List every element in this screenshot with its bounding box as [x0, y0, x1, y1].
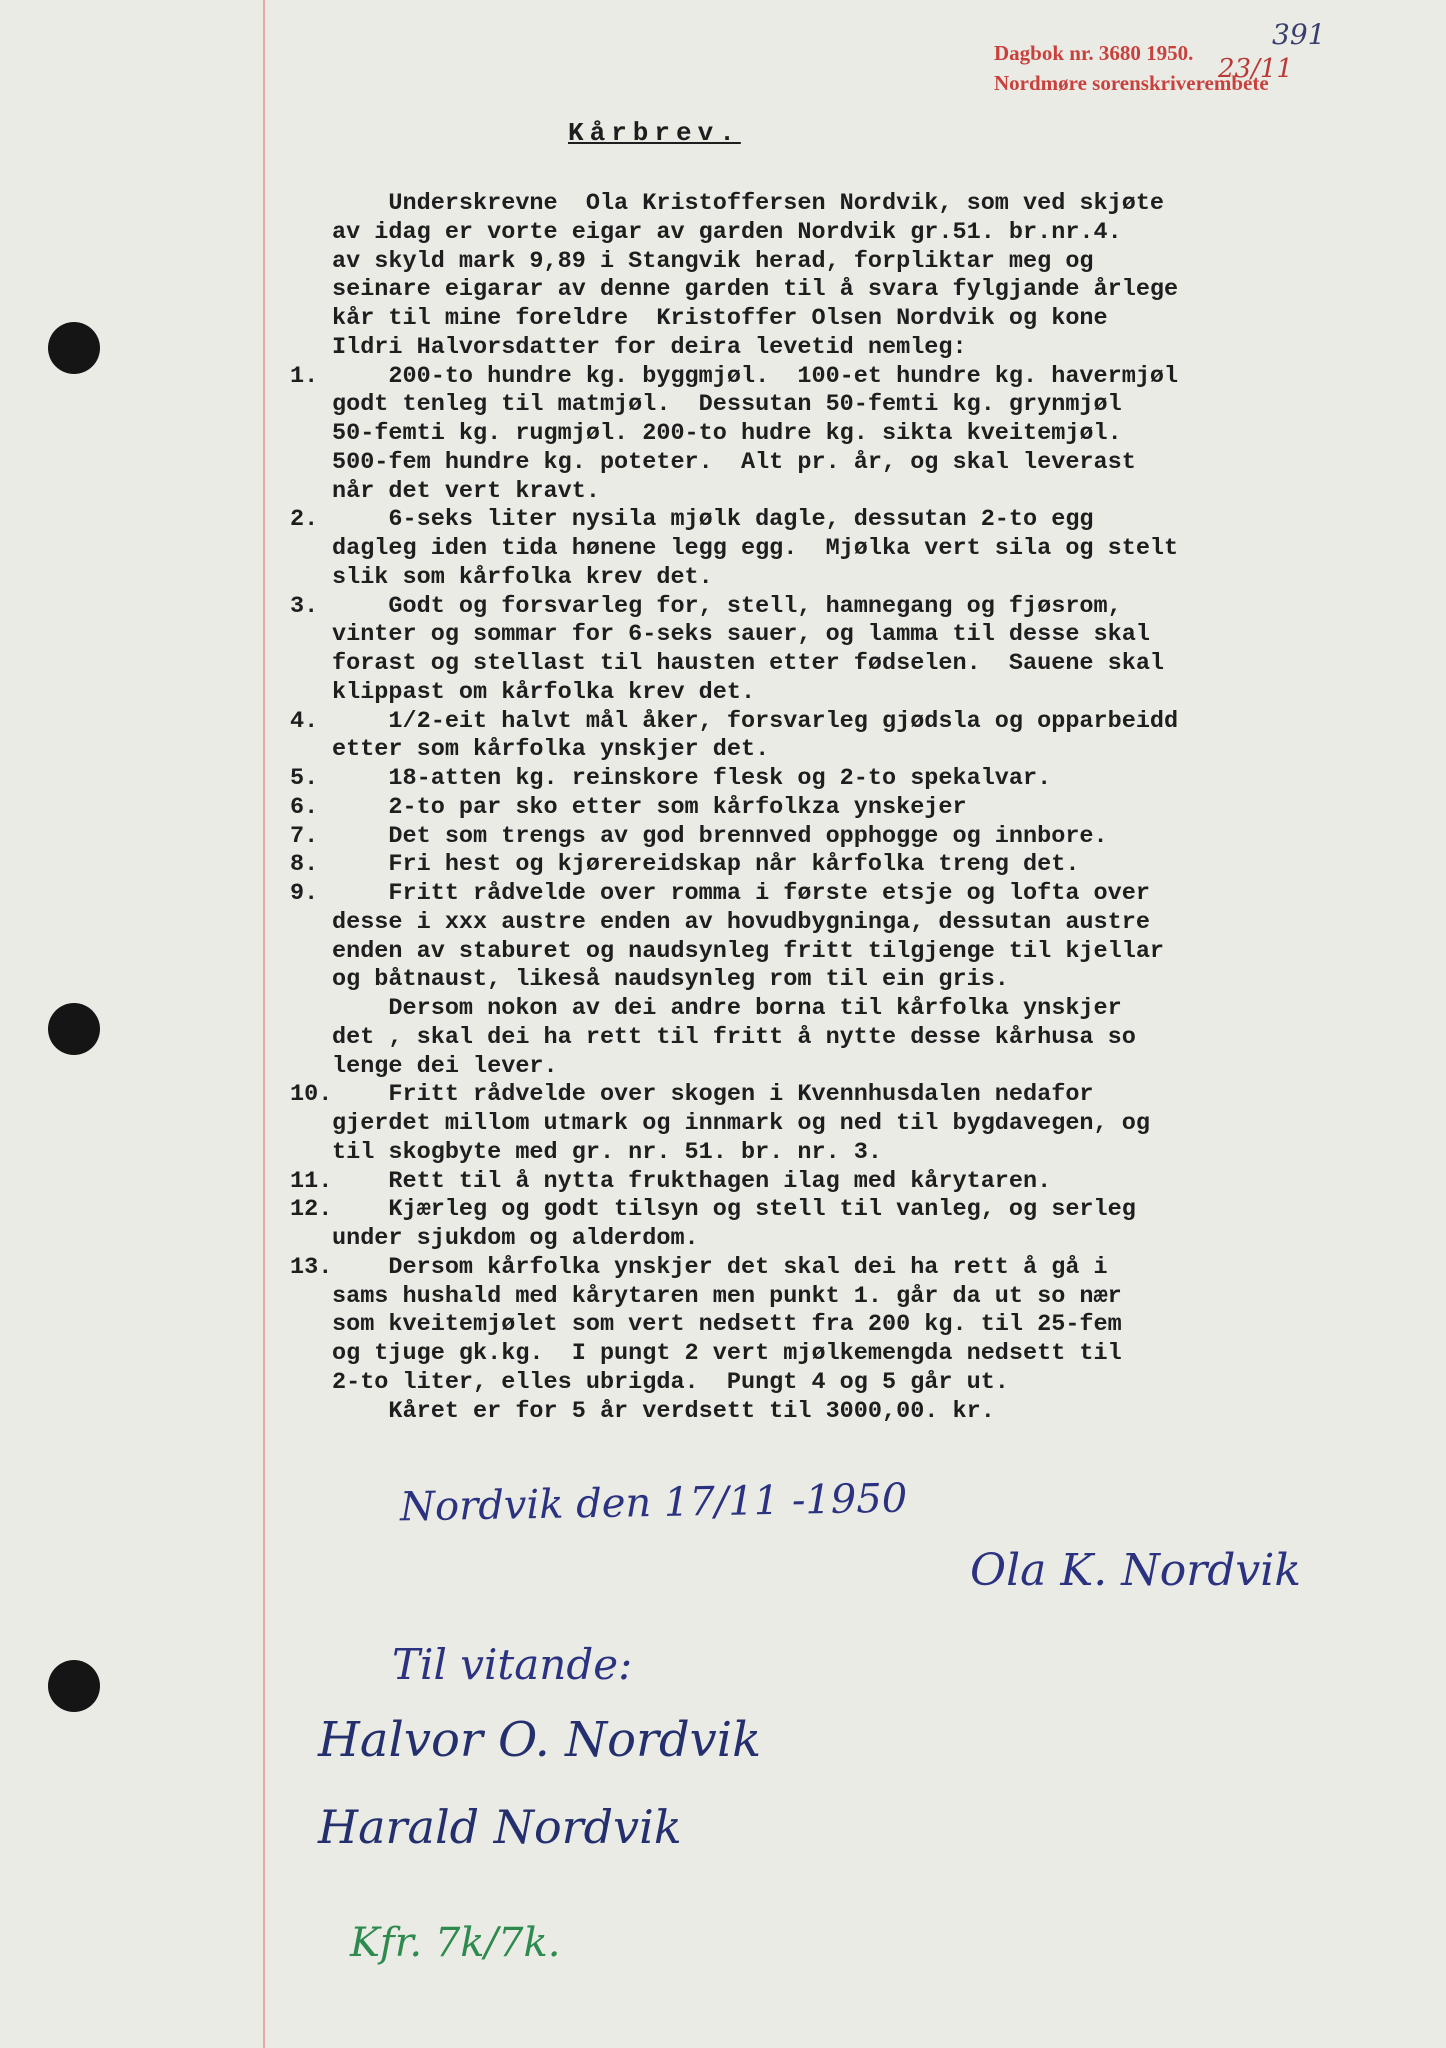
text-line	[290, 535, 1420, 564]
line-text: 18-atten kg. reinskore flesk og 2-to spekalvar.	[332, 765, 1052, 792]
witness-signature-2: Harald Nordvik	[318, 1800, 682, 1854]
line-text: når det vert kravt.	[332, 477, 600, 505]
text-line	[290, 506, 1420, 535]
stamp-journal-number: Dagbok nr. 3680 1950.	[994, 41, 1194, 65]
text-line	[290, 420, 1420, 449]
item-number: 12.	[290, 1196, 333, 1224]
document-body	[290, 190, 1420, 1426]
item-number: 2.	[290, 506, 319, 534]
text-line	[290, 1283, 1420, 1312]
text-line	[290, 823, 1420, 852]
line-text: Underskrevne Ola Kristoffersen Nordvik, som ved skjøte	[332, 190, 1165, 217]
line-text: gjerdet millom utmark og innmark og ned til bygdavegen, og	[332, 1110, 1150, 1137]
line-text: Kåret er for 5 år verdsett til 3000,00. kr.	[332, 1397, 995, 1425]
line-text: Godt og forsvarleg for, stell, hamnegang og fjøsrom,	[332, 592, 1122, 620]
line-text: og båtnaust, likeså naudsynleg rom til ein gris.	[332, 966, 1009, 994]
document-title: Kårbrev.	[568, 118, 741, 148]
line-text: vinter og sommar for 6-seks sauer, og lamma til desse skal	[332, 621, 1150, 649]
margin-rule	[263, 0, 265, 2048]
line-text: dagleg iden tida hønene legg egg. Mjølka vert sila og stelt	[332, 535, 1179, 562]
line-text: klippast om kårfolka krev det.	[332, 678, 756, 706]
stamp-office: Nordmøre sorenskriverembete	[994, 71, 1269, 95]
witness-heading: Til vitande:	[392, 1640, 633, 1689]
text-line	[290, 334, 1420, 363]
text-line	[290, 938, 1420, 967]
line-text: Rett til å nytta frukthagen ilag med kårytaren.	[332, 1167, 1052, 1195]
line-text: slik som kårfolka krev det.	[332, 563, 713, 591]
folio-number: 391	[1272, 18, 1326, 51]
stamp-date-block	[1218, 54, 1293, 84]
item-number: 10.	[290, 1081, 333, 1109]
text-line	[290, 1139, 1420, 1168]
line-text: godt tenleg til matmjøl. Dessutan 50-femti kg. grynmjøl	[332, 391, 1122, 419]
item-number: 7.	[290, 822, 319, 850]
line-text: sams hushald med kårytaren men punkt 1. går da ut so nær	[332, 1282, 1122, 1310]
text-line	[290, 1225, 1420, 1254]
text-line	[290, 1024, 1420, 1053]
line-text: Fri hest og kjørereidskap når kårfolka treng det.	[332, 851, 1080, 879]
line-text: 6-seks liter nysila mjølk dagle, dessutan 2-to egg	[332, 506, 1094, 534]
text-line	[290, 248, 1420, 277]
text-line	[290, 391, 1420, 420]
text-line	[290, 1398, 1420, 1427]
text-line	[290, 1196, 1420, 1225]
line-text: Dersom kårfolka ynskjer det skal dei ha rett å gå i	[332, 1253, 1108, 1281]
text-line	[290, 1168, 1420, 1197]
line-text: Dersom nokon av dei andre borna til kårfolka ynskjer	[332, 995, 1122, 1022]
text-line	[290, 851, 1420, 880]
item-number: 11.	[290, 1167, 333, 1195]
stamp-handwritten-date: 23/11	[1218, 54, 1293, 84]
witness-signature-1: Halvor O. Nordvik	[318, 1712, 762, 1768]
line-text: som kveitemjølet som vert nedsett fra 200 kg. til 25-fem	[332, 1311, 1122, 1339]
line-text: 2-to liter, elles ubrigda. Pungt 4 og 5 går ut.	[332, 1368, 1009, 1396]
item-number: 13.	[290, 1253, 333, 1281]
text-line	[290, 679, 1420, 708]
line-text: Kjærleg og godt tilsyn og stell til vanleg, og serleg	[332, 1196, 1136, 1224]
line-text: 1/2-eit halvt mål åker, forsvarleg gjødsla og opparbeidd	[332, 707, 1179, 735]
line-text: Ildri Halvorsdatter for deira levetid nemleg:	[332, 333, 967, 361]
item-number: 3.	[290, 592, 319, 620]
text-line	[290, 909, 1420, 938]
text-line	[290, 190, 1420, 219]
signature: Ola K. Nordvik	[970, 1545, 1301, 1596]
text-line	[290, 1110, 1420, 1139]
item-number: 5.	[290, 765, 319, 792]
punch-hole	[48, 1003, 100, 1055]
text-line	[290, 966, 1420, 995]
text-line	[290, 995, 1420, 1024]
text-line	[290, 1311, 1420, 1340]
text-line	[290, 765, 1420, 794]
line-text: Fritt rådvelde over skogen i Kvennhusdalen nedafor	[332, 1081, 1094, 1109]
text-line	[290, 564, 1420, 593]
line-text: Det som trengs av god brennved opphogge og innbore.	[332, 822, 1108, 850]
text-line	[290, 1340, 1420, 1369]
text-line	[290, 219, 1420, 248]
reference-note: Kfr. 7k/7k.	[350, 1920, 561, 1966]
line-text: 2-to par sko etter som kårfolkza ynskejer	[332, 793, 967, 821]
text-line	[290, 305, 1420, 334]
line-text: av skyld mark 9,89 i Stangvik herad, forpliktar meg og	[332, 247, 1094, 275]
line-text: desse i xxx austre enden av hovudbygninga, dessutan austre	[332, 908, 1150, 936]
text-line	[290, 880, 1420, 909]
text-line	[290, 1081, 1420, 1110]
text-line	[290, 449, 1420, 478]
text-line	[290, 593, 1420, 622]
text-line	[290, 478, 1420, 507]
text-line	[290, 650, 1420, 679]
line-text: av idag er vorte eigar av garden Nordvik gr.51. br.nr.4.	[332, 218, 1122, 246]
text-line	[290, 736, 1420, 765]
handwritten-place-date: Nordvik den 17/11 -1950	[399, 1475, 908, 1531]
text-line	[290, 276, 1420, 305]
line-text: forast og stellast til hausten etter fødselen. Sauene skal	[332, 650, 1165, 677]
text-line	[290, 1053, 1420, 1082]
line-text: Fritt rådvelde over romma i første etsje og lofta over	[332, 880, 1150, 907]
line-text: lenge dei lever.	[332, 1052, 558, 1080]
line-text: og tjuge gk.kg. I pungt 2 vert mjølkemengda nedsett til	[332, 1340, 1122, 1367]
item-number: 6.	[290, 793, 319, 821]
line-text: 50-femti kg. rugmjøl. 200-to hudre kg. sikta kveitemjøl.	[332, 420, 1122, 447]
text-line	[290, 1254, 1420, 1283]
punch-hole	[48, 1660, 100, 1712]
line-text: enden av staburet og naudsynleg fritt tilgjenge til kjellar	[332, 937, 1165, 965]
line-text: seinare eigarar av denne garden til å svara fylgjande årlege	[332, 276, 1179, 304]
text-line	[290, 794, 1420, 823]
item-number: 8.	[290, 851, 319, 879]
text-line	[290, 363, 1420, 392]
line-text: etter som kårfolka ynskjer det.	[332, 736, 770, 764]
line-text: kår til mine foreldre Kristoffer Olsen Nordvik og kone	[332, 305, 1108, 332]
text-line	[290, 621, 1420, 650]
item-number: 9.	[290, 880, 319, 907]
line-text: under sjukdom og alderdom.	[332, 1225, 699, 1252]
item-number: 4.	[290, 707, 319, 735]
line-text: 200-to hundre kg. byggmjøl. 100-et hundre kg. havermjøl	[332, 362, 1179, 390]
line-text: det , skal dei ha rett til fritt å nytte desse kårhusa so	[332, 1023, 1136, 1051]
punch-hole	[48, 322, 100, 374]
item-number: 1.	[290, 362, 319, 390]
line-text: 500-fem hundre kg. poteter. Alt pr. år, og skal leverast	[332, 448, 1136, 476]
text-line	[290, 1369, 1420, 1398]
line-text: til skogbyte med gr. nr. 51. br. nr. 3.	[332, 1138, 882, 1166]
text-line	[290, 708, 1420, 737]
